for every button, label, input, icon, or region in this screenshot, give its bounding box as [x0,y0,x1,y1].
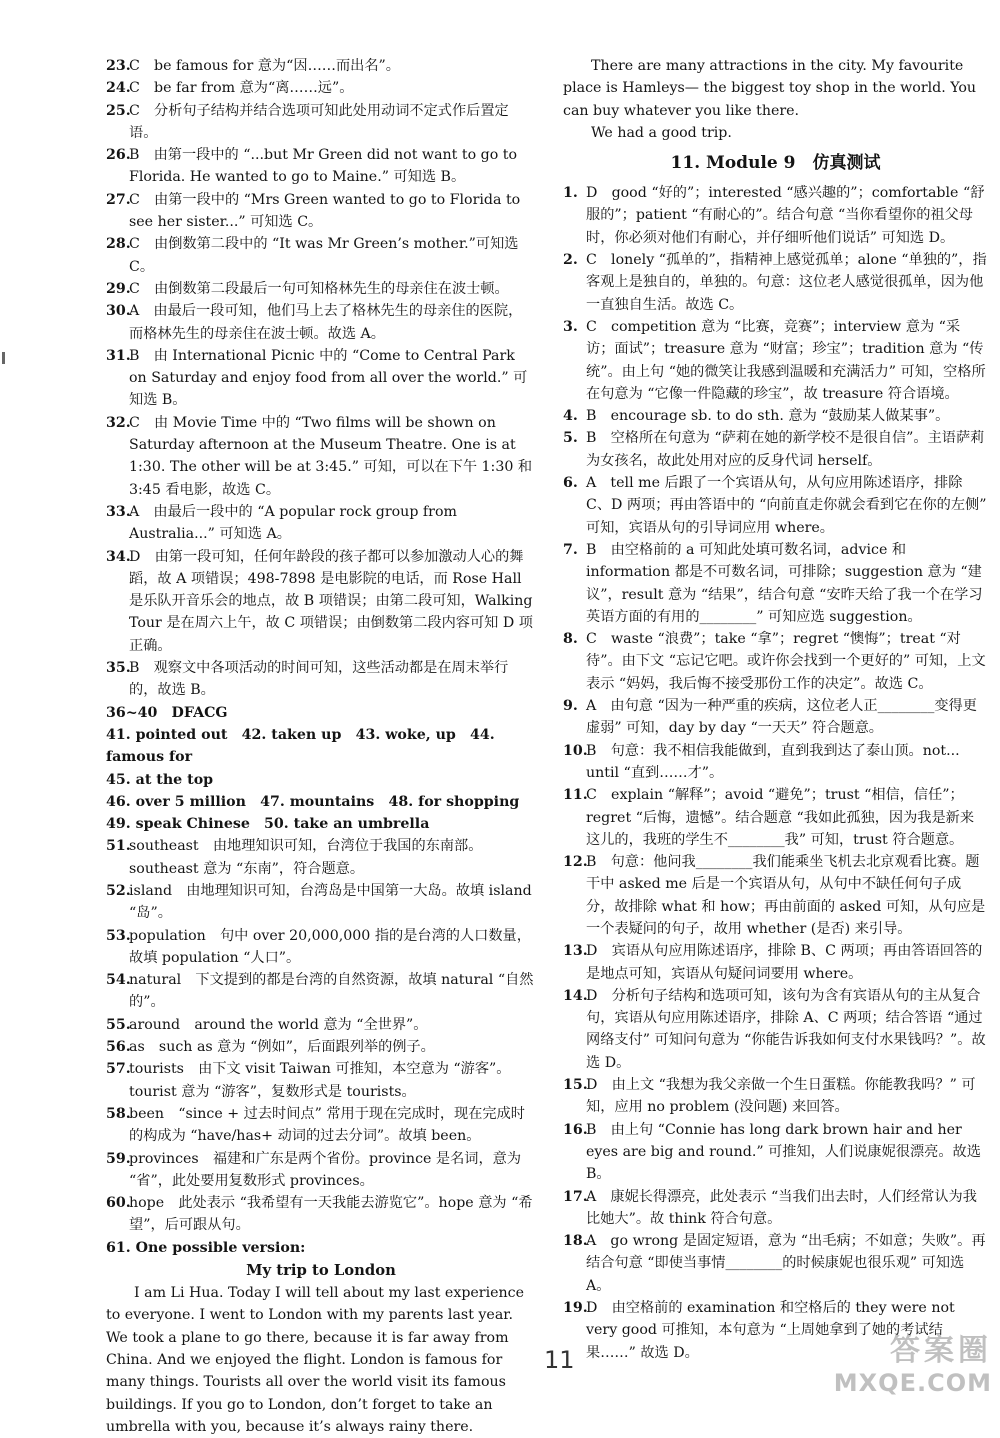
item-number: 10. [563,742,588,759]
page-edge-mark [2,352,5,364]
answer-item [563,1074,988,1119]
item-text: been “since + 过去时间点” 常用于现在完成时，现在完成时的构成为 “have/has+ 动词的过去分词”。故填 been。 [129,1105,525,1145]
item-number: 2. [563,252,578,269]
answer-item [106,880,536,925]
answer-item [106,144,536,189]
item-number: 31. [106,347,131,364]
answer-item [106,300,536,345]
item-number: 18. [563,1233,588,1250]
item-text: tourists 由下文 visit Taiwan 可推知，本空意为 “游客”。tourist 意为 “游客”，复数形式是 tourists。 [129,1061,511,1100]
answer-item [106,1014,536,1036]
answer-item [106,1192,536,1237]
answer-item [563,1186,988,1231]
item-number: 9. [563,698,578,715]
item-number: 3. [563,318,578,335]
answer-item [563,182,988,249]
item-text: B 句意：我不相信我能做到，直到我到达了泰山顶。not... until “直到……才”。 [586,742,960,781]
answer-item [563,985,988,1074]
item-text: A 由句意 “因为一种严重的疾病，这位老人正________变得更虚弱” 可知，day by day “一天天” 符合题意。 [586,698,977,737]
item-text: B encourage sb. to do sth. 意为 “鼓励某人做某事”。 [586,408,950,425]
answer-item [563,316,988,405]
page-number-mark: 11 [544,1346,575,1374]
item-number: 19. [563,1300,588,1317]
item-text: southeast 由地理知识可知，台湾位于我国的东南部。southeast 意为 “东南”，符合题意。 [129,838,483,877]
item-text: island 由地理知识可知，台湾岛是中国第一大岛。故填 island “岛”。 [129,882,532,922]
item-number: 12. [563,854,588,871]
answer-item [106,77,536,99]
answer-item [563,472,988,539]
item-text: population 句中 over 20,000,000 指的是台湾的人口数量，故填 population “人口”。 [129,927,531,966]
item-number: 59. [106,1150,131,1167]
answer-key-line: 41. pointed out 42. taken up 43. woke, up 44. famous for [106,726,495,766]
answer-item [106,412,536,501]
item-number: 55. [106,1016,131,1033]
item-text: C lonely “孤单的”，指精神上感觉孤单；alone “单独的”，指客观上是独自的，单独的。句意：这位老人感觉很孤单，因为他一直独自生活。故选 C。 [586,252,987,313]
item-text: B 句意：他问我________我们能乘坐飞机去北京观看比赛。题干中 asked me 后是一个宾语从句，从句中不缺任何句子成分，故排除 what 和 how；再由前面的 asked 可知，从句应是一个表疑问的句子，故用 whether (是否) 来引导。 [586,854,986,937]
item-text: C 由倒数第二段中的 “It was Mr Green’s mother.”可知选 C。 [129,236,519,275]
answer-item [106,657,536,702]
answer-item [106,189,536,234]
essay-paragraph-3: We had a good trip. [591,124,732,141]
answer-item [563,405,988,427]
item-number: 15. [563,1077,588,1094]
answer-item [563,1230,988,1297]
item-number: 13. [563,943,588,960]
item-number: 28. [106,236,131,253]
item-text: hope 此处表示 “我希望有一天我能去游览它”。hope 意为 “希望”，后可跟从句。 [129,1195,533,1234]
answer-item [563,427,988,472]
answer-item [563,249,988,316]
item-number: 23. [106,58,131,74]
item-number: 4. [563,408,578,425]
item-text: provinces 福建和广东是两个省份。province 是名词，意为 “省”，此处要用复数形式 provinces。 [129,1150,522,1189]
item-number: 58. [106,1105,131,1122]
item-text: B 由上句 “Connie has long dark brown hair and her eyes are big and round.” 可推知，人们说康妮很漂亮。故选 B。 [586,1121,981,1183]
essay-paragraph-2: There are many attractions in the city. My favourite place is Hamleys— the biggest toy shop in the world. You can buy whatever you like there. [563,58,977,119]
right-column [563,55,988,1364]
item-number: 60. [106,1195,131,1212]
answer-item [106,925,536,970]
item-text: C explain “解释”；avoid “避免”；trust “相信，信任”；regret “后悔，遗憾”。结合题意 “我如此孤独，因为我是新来这儿的，我班的学生不________我” 可知，trust 符合题意。 [586,787,975,848]
item-text: natural 下文提到的都是台湾的自然资源，故填 natural “自然的”。 [129,972,534,1011]
item-number: 25. [106,102,131,119]
item-text: B 由 International Picnic 中的 “Come to Central Park on Saturday and enjoy food from all over the world.” 可知选 B。 [129,347,528,409]
item-number: 24. [106,80,131,97]
answer-item [563,628,988,695]
answer-item [106,233,536,278]
answer-list-part1 [106,55,536,702]
item-text: B 由第一段中的 “...but Mr Green did not want to go to Florida. He wanted to go to Maine.” 可知选 B。 [129,147,518,186]
item-text: C 由第一段中的 “Mrs Green wanted to go to Florida to see her sister...” 可知选 C。 [129,191,521,231]
answer-key-line: 49. speak Chinese 50. take an umbrella [106,816,430,833]
item-text: D good “好的”；interested “感兴趣的”；comfortable “舒服的”；patient “有耐心的”。结合句意 “当你看望你的祖父母时，你必须对他们有耐心，并仔细听他们说话” 可知选 D。 [586,185,985,246]
answer-key-line: 46. over 5 million 47. mountains 48. for shopping [106,793,520,810]
item-number: 34. [106,548,131,565]
item-number: 32. [106,414,131,431]
item-text: B 空格所在句意为 “萨莉在她的新学校不是很自信”。主语萨莉为女孩名，故此处用对应的反身代词 herself。 [586,430,985,469]
item-text: D 由第一段可知，任何年龄段的孩子都可以参加激动人心的舞蹈，故 A 项错误；498-7898 是电影院的电话，而 Rose Hall 是乐队开音乐会的地点，故 B 项错误；由第二段可知，Walking Tour 是在周六上午，故 C 项错误；由倒数第二段内容可知 D 项正确。 [129,548,533,654]
item-text: D 由空格前的 examination 和空格后的 they were not very good 可推知，本句意为 “上周她拿到了她的考试结果……” 故选 D。 [586,1300,955,1361]
answer-list-part2 [106,835,536,1236]
module-answer-list [563,182,988,1364]
item-text: A go wrong 是固定短语，意为 “出毛病；不如意；失败”。再结合句意 “即使当事情________的时候康妮也很乐观” 可知选 A。 [586,1233,986,1294]
item-text: A 康妮长得漂亮，此处表示 “当我们出去时，人们经常认为我比她大”。故 think 符合句意。 [586,1188,977,1227]
item-number: 6. [563,475,578,492]
answer-item [106,546,536,657]
answer-item [106,1058,536,1103]
left-column [106,55,536,1438]
item-text: C 由 Movie Time 中的 “Two films will be shown on Saturday afternoon at the Museum Theatre. One is at 1:30. The other will be at 3:45.” 可知，可以在下午 1:30 和 3:45 看电影，故选 C。 [129,414,533,498]
item-number: 5. [563,430,578,447]
item-text: D 宾语从句应用陈述语序，排除 B、C 两项；再由答语回答的是地点可知，宾语从句疑问词要用 where。 [586,943,983,982]
item-number: 56. [106,1039,131,1056]
item-number: 17. [563,1188,588,1205]
answer-item [106,1103,536,1148]
item-text: C waste “浪费”；take “拿”；regret “懊悔”；treat “对待”。由下文 “忘记它吧。或许你会找到一个更好的” 可知，上文表示 “妈妈，我后悔不接受那份工作的决定”。故选 C。 [586,631,986,692]
answer-item [563,695,988,740]
item-number: 11. [563,787,588,804]
answer-key-line: 36~40 DFACG [106,704,228,721]
item-text: around around the world 意为 “全世界”。 [129,1016,428,1033]
item-number: 27. [106,191,131,208]
answer-item [563,851,988,940]
item-number: 26. [106,147,131,164]
item-text: C be far from 意为“离……远”。 [129,80,354,97]
answer-item [106,1148,536,1193]
item-number: 33. [106,503,131,520]
watermark-text-bottom: MXQE.COM [833,1369,992,1397]
answer-item [106,345,536,412]
item-text: B 观察文中各项活动的时间可知，这些活动都是在周末举行的，故选 B。 [129,660,509,699]
item-number: 30. [106,303,131,320]
answer-item [106,1036,536,1058]
item-text: B 由空格前的 a 可知此处填可数名词，advice 和 information 都是不可数名词，可排除；suggestion 意为 “建议”，result 意为 “结果”，结合句意 “安昨天给了我一个在学习英语方面的有用的________” 可知应选 suggestion。 [586,541,983,625]
item-text: C be famous for 意为“因……而出名”。 [129,58,400,74]
module-title: 11. Module 9 仿真测试 [670,153,881,174]
answer-item [106,835,536,880]
watermark-logo [834,1333,992,1397]
answer-item [106,55,536,77]
item-number: 35. [106,660,131,677]
answer-item [563,1119,988,1186]
item-number: 54. [106,972,131,989]
item-text: D 由上文 “我想为我父亲做一个生日蛋糕。你能教我吗？” 可知，应用 no problem (没问题) 来回答。 [586,1077,976,1116]
item-text: A tell me 后跟了一个宾语从句，从句应用陈述语序，排除 C、D 两项；再由答语中的 “向前直走你就会看到它在你的左侧” 可知，宾语从句的引导词应用 where。 [586,475,987,536]
answer-item [106,100,536,145]
answer-key-line: 45. at the top [106,771,214,788]
item-number: 53. [106,927,131,944]
answer-item [106,501,536,546]
answer-item [563,740,988,785]
item-text: C competition 意为 “比赛，竞赛”；interview 意为 “采访；面试”；treasure 意为 “财富；珍宝”；tradition 意为 “传统”。由上句 “她的微笑让我感到温暖和充满活力” 可知，空格所在句意为 “它像一件隐藏的珍宝”，故 treasure 符合语境。 [586,318,986,402]
answer-item [106,278,536,300]
item-number: 57. [106,1061,131,1078]
item-text: C 分析句子结构并结合选项可知此处用动词不定式作后置定语。 [129,102,509,141]
item-text: A 由最后一段中的 “A popular rock group from Australia...” 可知选 A。 [129,503,457,543]
answer-key-lines [106,702,536,836]
watermark-text-top: 答案圈 [890,1333,992,1368]
item-number: 1. [563,185,578,202]
item-number: 14. [563,987,588,1004]
item-number: 8. [563,631,578,648]
answer-item [563,940,988,985]
item-number: 51. [106,838,131,855]
item-text: D 分析句子结构和选项可知，该句为含有宾语从句的主从复合句，宾语从句应用陈述语序，排除 A、C 两项；结合答语 “通过网络支付” 可知问句意为 “你能告诉我如何支付水果钱吗？”。故选 D。 [586,987,986,1071]
item-text: A 由最后一段可知，他们马上去了格林先生的母亲住的医院，而格林先生的母亲住在波士顿。故选 A。 [129,303,523,342]
answer-item [563,784,988,851]
item-text: C 由倒数第二段最后一句可知格林先生的母亲住在波士顿。 [129,280,509,297]
answer-item [106,969,536,1014]
essay-paragraph-1: I am Li Hua. Today I will tell about my last experience to everyone. I went to London with my parents last year. We took a plane to go there, because it is far away from China. And we enjoyed the flight. London is famous for many things. Tourists all over the world visit its famous buildings. If you go to London, don’t forget to take an umbrella with you, because it’s always rainy there. [106,1285,524,1435]
item-number: 29. [106,280,131,297]
item-number: 52. [106,882,131,899]
item-number: 16. [563,1121,588,1138]
essay-heading: 61. One possible version: [106,1239,306,1256]
answer-item [563,539,988,628]
essay-title: My trip to London [246,1262,396,1280]
item-number: 7. [563,541,578,558]
item-text: as such as 意为 “例如”，后面跟列举的例子。 [129,1039,435,1056]
